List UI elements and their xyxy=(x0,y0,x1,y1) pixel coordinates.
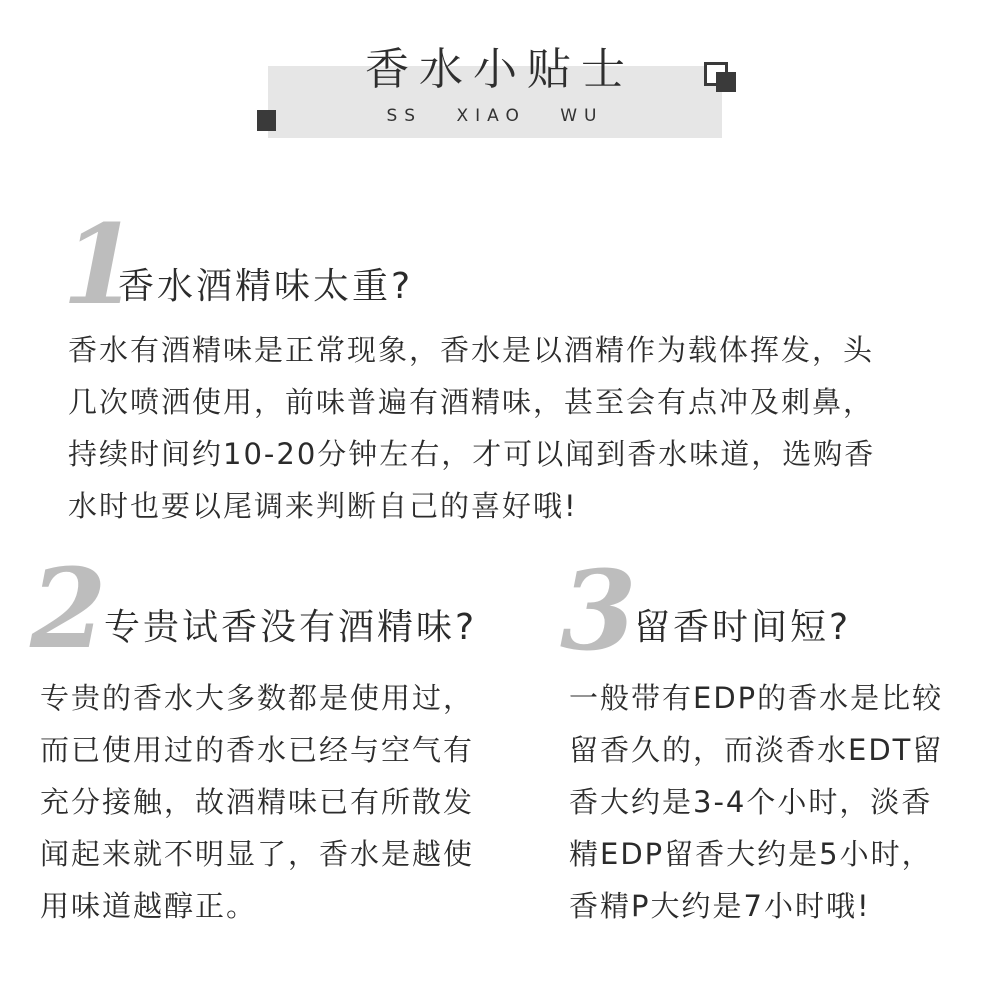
section-2-line: 充分接触，故酒精味已有所散发 xyxy=(40,785,475,819)
section-2-line: 专贵的香水大多数都是使用过， xyxy=(40,681,475,715)
section-1-number: 1 xyxy=(62,200,139,329)
section-1-body xyxy=(68,324,875,532)
section-3-line: 精EDP留香大约是5小时， xyxy=(569,837,933,871)
section-3-line: 一般带有EDP的香水是比较 xyxy=(569,681,944,715)
section-3-line: 香大约是3-4个小时，淡香 xyxy=(569,785,933,819)
section-3-body xyxy=(569,672,943,932)
section-2-line: 而已使用过的香水已经与空气有 xyxy=(40,733,475,767)
section-3-number: 3 xyxy=(560,546,637,675)
section-1-heading: 香水酒精味太重? xyxy=(118,266,414,307)
page-title: 香水小贴士 xyxy=(365,44,635,95)
section-2-body xyxy=(40,672,474,932)
section-1-line: 几次喷洒使用，前味普遍有酒精味，甚至会有点冲及刺鼻， xyxy=(68,385,875,419)
section-2-line: 用味道越醇正。 xyxy=(40,889,258,923)
section-1-line: 持续时间约10-20分钟左右，才可以闻到香水味道，选购香 xyxy=(68,437,876,471)
section-3-line: 香精P大约是7小时哦! xyxy=(569,889,871,923)
section-1-line: 香水有酒精味是正常现象，香水是以酒精作为载体挥发，头 xyxy=(68,333,875,367)
section-2-heading: 专贵试香没有酒精味? xyxy=(104,607,478,648)
section-1-line: 水时也要以尾调来判断自己的喜好哦! xyxy=(68,489,578,523)
section-2-line: 闻起来就不明显了，香水是越使 xyxy=(40,837,475,871)
section-2-number: 2 xyxy=(30,544,107,673)
page-subtitle: SS XIAO WU xyxy=(386,106,604,126)
section-3-heading: 留香时间短? xyxy=(634,607,852,648)
section-3-line: 留香久的，而淡香水EDT留 xyxy=(569,733,944,767)
